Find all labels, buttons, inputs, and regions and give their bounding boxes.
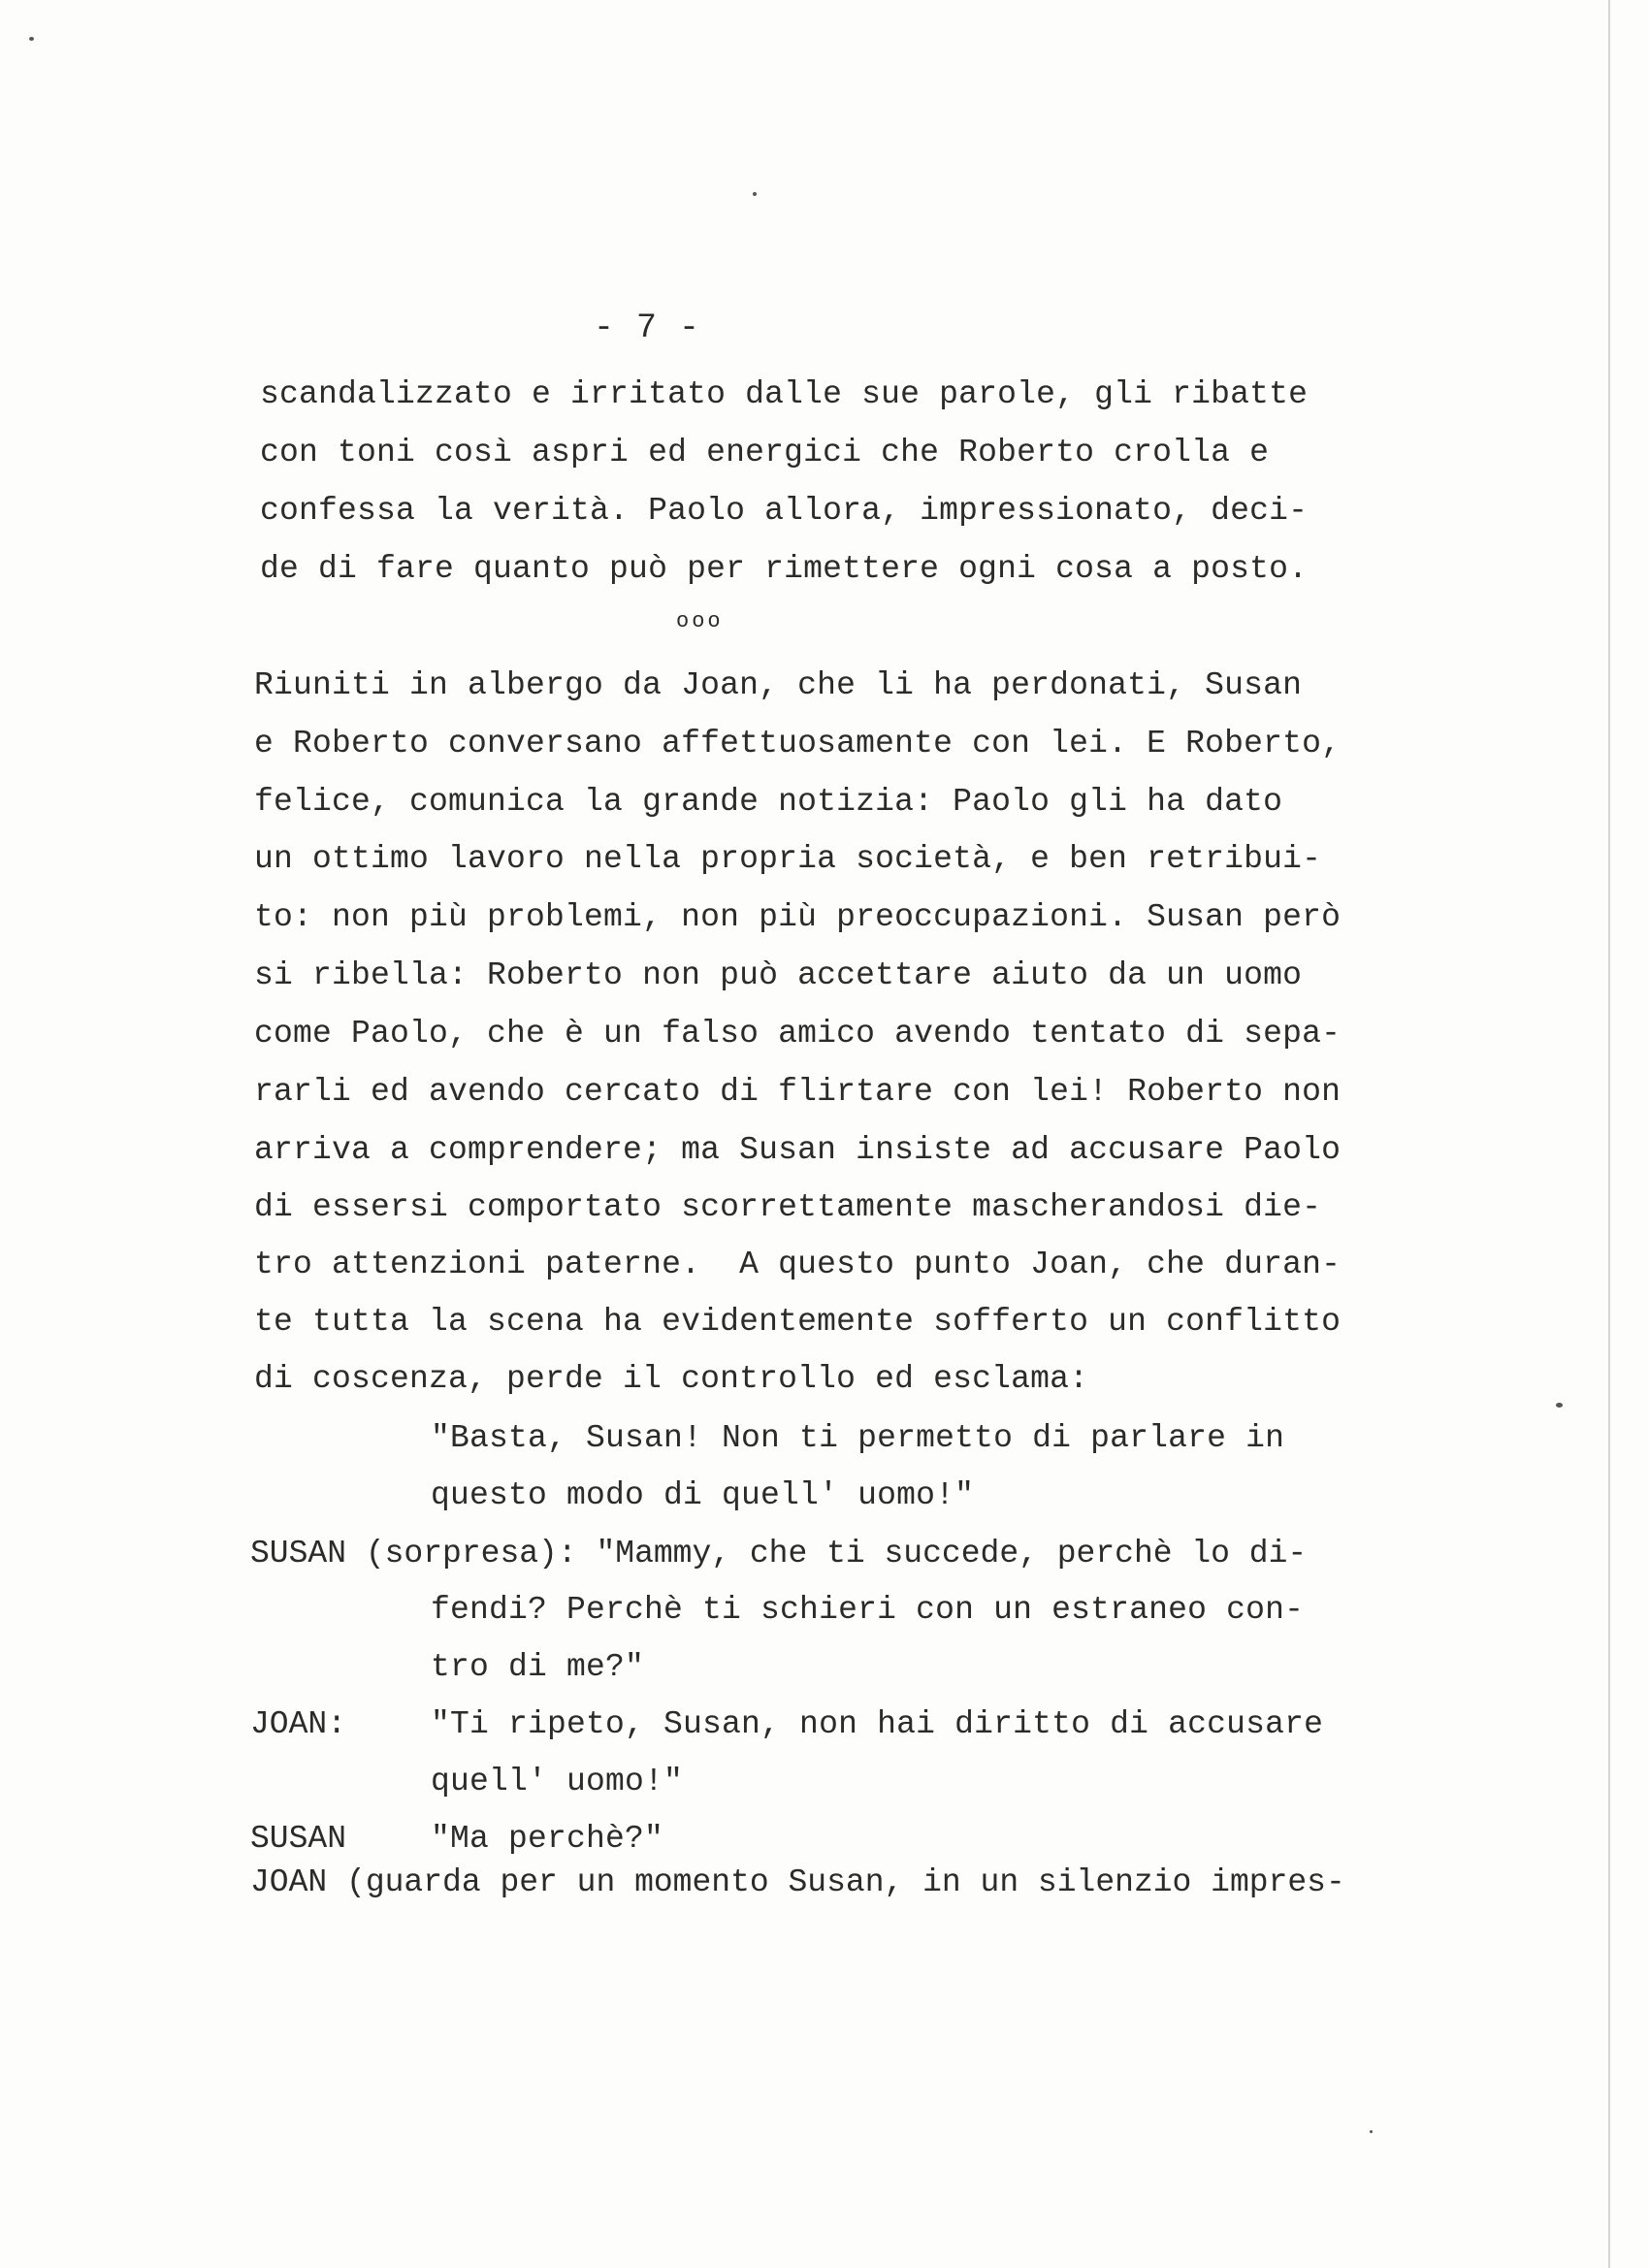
text-line: con toni così aspri ed energici che Roberto crolla e	[260, 435, 1270, 470]
dialogue-speaker-line: SUSAN (sorpresa): "Mammy, che ti succede, perchè lo di-	[250, 1536, 1308, 1571]
section-separator: ooo	[676, 609, 724, 633]
text-line: di essersi comportato scorrettamente mascherandosi die-	[254, 1189, 1322, 1225]
paper-speck	[1370, 2130, 1373, 2133]
text-line: di coscenza, perde il controllo ed esclama:	[254, 1361, 1089, 1397]
dialogue-line: "Basta, Susan! Non ti permetto di parlare in	[431, 1420, 1285, 1456]
dialogue-line: quell' uomo!"	[431, 1764, 684, 1799]
text-line: arriva a comprendere; ma Susan insiste ad accusare Paolo	[254, 1132, 1342, 1168]
text-line: tro attenzioni paterne. A questo punto Joan, che duran-	[254, 1247, 1342, 1282]
paper-speck	[29, 37, 34, 41]
dialogue-speaker: JOAN:	[250, 1706, 347, 1742]
dialogue-line: questo modo di quell' uomo!"	[431, 1477, 975, 1513]
text-line: felice, comunica la grande notizia: Paolo gli ha dato	[254, 784, 1283, 820]
page-number: - 7 -	[594, 308, 701, 347]
text-line: e Roberto conversano affettuosamente con lei. E Roberto,	[254, 726, 1342, 761]
dialogue-line: tro di me?"	[431, 1649, 645, 1685]
dialogue-line: "Ti ripeto, Susan, non hai diritto di accusare	[431, 1706, 1324, 1742]
text-line: Riuniti in albergo da Joan, che li ha perdonati, Susan	[254, 667, 1303, 703]
paper-speck	[753, 192, 757, 196]
text-line: de di fare quanto può per rimettere ogni cosa a posto.	[260, 551, 1309, 587]
text-line: come Paolo, che è un falso amico avendo tentato di sepa-	[254, 1016, 1342, 1052]
text-line: to: non più problemi, non più preoccupazioni. Susan però	[254, 899, 1342, 935]
text-line: si ribella: Roberto non può accettare aiuto da un uomo	[254, 957, 1303, 993]
dialogue-speaker: SUSAN	[250, 1821, 347, 1857]
paper-speck	[1556, 1403, 1563, 1408]
text-line: rarli ed avendo cercato di flirtare con lei! Roberto non	[254, 1074, 1342, 1110]
text-line: un ottimo lavoro nella propria società, e ben retribui-	[254, 841, 1322, 877]
text-line: te tutta la scena ha evidentemente sofferto un conflitto	[254, 1304, 1342, 1340]
page-edge-shadow	[1608, 0, 1610, 2268]
dialogue-speaker-line: JOAN (guarda per un momento Susan, in un silenzio impres-	[250, 1864, 1345, 1900]
text-line: confessa la verità. Paolo allora, impressionato, deci-	[260, 493, 1309, 529]
text-line: scandalizzato e irritato dalle sue parole, gli ribatte	[260, 376, 1309, 412]
dialogue-line: "Ma perchè?"	[431, 1821, 664, 1857]
dialogue-line: fendi? Perchè ti schieri con un estraneo con-	[431, 1592, 1305, 1628]
